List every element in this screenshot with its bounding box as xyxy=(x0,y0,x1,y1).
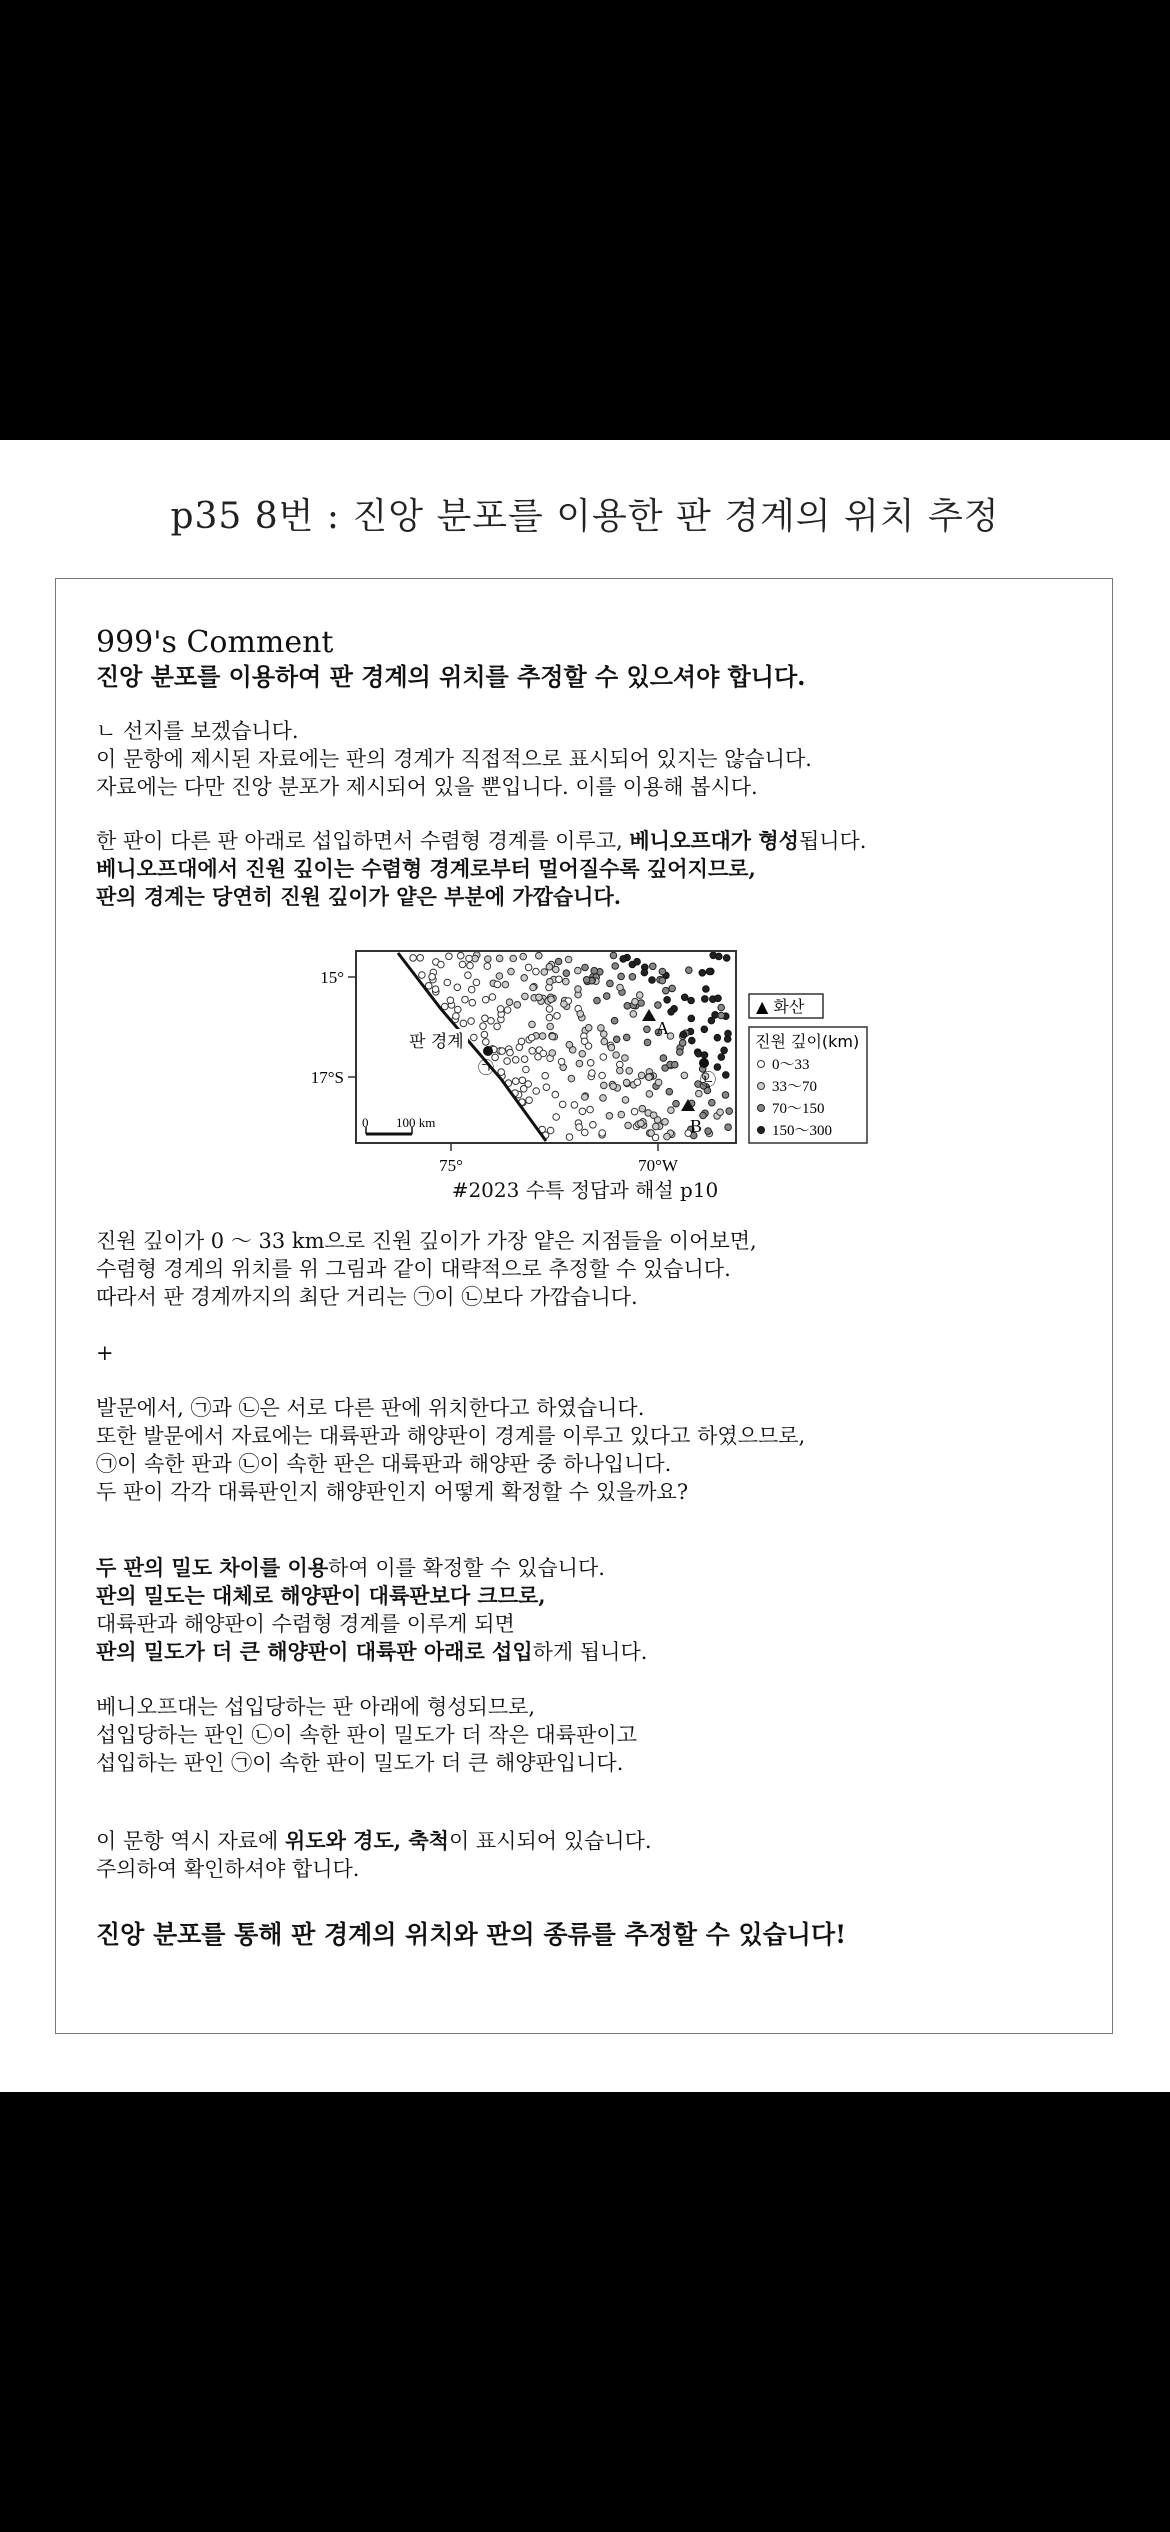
earthquake-map-figure xyxy=(256,949,876,1189)
lon-label-75: 75° xyxy=(439,1156,463,1175)
p5-text-c: 판의 밀도가 더 큰 해양판이 대륙판 아래로 섭입 xyxy=(96,1639,533,1664)
p4-line-4: 두 판이 각각 대륙판인지 해양판인지 어떻게 확정할 수 있을까요? xyxy=(96,1480,689,1504)
p7-text-a: 이 문항 역시 자료에 xyxy=(96,1829,285,1853)
lon-label-70: 70°W xyxy=(638,1156,678,1175)
p5-text-d: 하게 됩니다. xyxy=(532,1640,648,1664)
p3-line-3: 따라서 판 경계까지의 최단 거리는 ㉠이 ㉡보다 가깝습니다. xyxy=(96,1285,638,1309)
p5-text-a: 두 판의 밀도 차이를 이용 xyxy=(96,1555,329,1580)
legend-marker-0 xyxy=(758,1061,765,1068)
p5-line-1 xyxy=(96,1554,605,1582)
p1-line-1: ㄴ 선지를 보겠습니다. xyxy=(96,719,299,743)
p2-text-c: 됩니다. xyxy=(798,829,867,853)
p2-text-b: 베니오프대가 형성 xyxy=(629,828,799,853)
comment-box xyxy=(55,578,1113,2034)
p2-line-2: 베니오프대에서 진원 깊이는 수렴형 경계로부터 멀어질수록 깊어지므로, xyxy=(96,856,756,881)
point-2 xyxy=(699,1058,709,1068)
p4-line-2: 또한 발문에서 자료에는 대륙판과 해양판이 경계를 이루고 있다고 하였으므로, xyxy=(96,1424,806,1448)
legend-depth-title: 진원 깊이(km) xyxy=(755,1032,860,1051)
p4-line-1: 발문에서, ㉠과 ㉡은 서로 다른 판에 위치한다고 하였습니다. xyxy=(96,1396,645,1420)
p5-line-2: 판의 밀도는 대체로 해양판이 대륙판보다 크므로, xyxy=(96,1583,546,1608)
legend-label-2: 70～150 xyxy=(772,1101,825,1117)
p2-text-a: 한 판이 다른 판 아래로 섭입하면서 수렴형 경계를 이루고, xyxy=(96,829,630,853)
p6-line-3: 섭입하는 판인 ㉠이 속한 판이 밀도가 더 큰 해양판입니다. xyxy=(96,1751,624,1775)
point-1-label: ㉠ xyxy=(477,1060,495,1077)
p6-line-1: 베니오프대는 섭입당하는 판 아래에 형성되므로, xyxy=(96,1695,536,1719)
figure-caption: #2023 수특 정답과 해설 p10 xyxy=(451,1178,719,1202)
p7-line-2: 주의하여 확인하셔야 합니다. xyxy=(96,1857,360,1881)
comment-subtitle: 진앙 분포를 이용하여 판 경계의 위치를 추정할 수 있으셔야 합니다. xyxy=(96,662,806,691)
legend-marker-1 xyxy=(758,1083,765,1090)
p4-line-3: ㉠이 속한 판과 ㉡이 속한 판은 대륙판과 해양판 중 하나입니다. xyxy=(96,1452,672,1476)
plus-sign: + xyxy=(96,1341,114,1365)
p5-line-4 xyxy=(96,1638,647,1666)
legend-label-0: 0～33 xyxy=(772,1057,810,1073)
comment-title: 999's Comment xyxy=(96,625,334,660)
legend-marker-2 xyxy=(758,1105,765,1112)
legend-label-1: 33～70 xyxy=(772,1079,818,1095)
p6-line-2: 섭입당하는 판인 ㉡이 속한 판이 밀도가 더 작은 대륙판이고 xyxy=(96,1723,637,1747)
p3-line-2: 수렴형 경계의 위치를 위 그림과 같이 대략적으로 추정할 수 있습니다. xyxy=(96,1257,731,1281)
p2-line-3: 판의 경계는 당연히 진원 깊이가 얕은 부분에 가깝습니다. xyxy=(96,884,622,909)
legend-volcano-label: ▲ 화산 xyxy=(756,997,805,1016)
final-statement: 진앙 분포를 통해 판 경계의 위치와 판의 종류를 추정할 수 있습니다! xyxy=(96,1920,847,1949)
point-a-label: A xyxy=(656,1018,669,1038)
p5-line-3: 대륙판과 해양판이 수렴형 경계를 이루게 되면 xyxy=(96,1612,515,1636)
point-b-label: B xyxy=(690,1116,703,1136)
p7-line-1 xyxy=(96,1827,652,1855)
plate-boundary-label: 판 경계 xyxy=(409,1032,464,1052)
p7-text-c: 이 표시되어 있습니다. xyxy=(448,1829,652,1853)
page-title: p35 8번 : 진앙 분포를 이용한 판 경계의 위치 추정 xyxy=(170,496,1000,537)
point-2-label: ㉡ xyxy=(699,1072,717,1089)
p5-text-b: 하여 이를 확정할 수 있습니다. xyxy=(328,1556,605,1580)
volcano-a-icon xyxy=(642,1009,656,1021)
p2-line-1 xyxy=(96,827,867,855)
lat-label-17: 17°S xyxy=(310,1068,344,1087)
point-1 xyxy=(483,1046,493,1056)
scale-km-label: 100 km xyxy=(396,1115,436,1130)
scale-zero: 0 xyxy=(362,1115,369,1130)
document-page xyxy=(0,440,1170,2092)
legend-marker-3 xyxy=(758,1127,765,1134)
p7-text-b: 위도와 경도, 축척 xyxy=(285,1828,449,1853)
p3-line-1: 진원 깊이가 0 ～ 33 km으로 진원 깊이가 가장 얕은 지점들을 이어보면, xyxy=(96,1229,757,1253)
p1-line-3: 자료에는 다만 진앙 분포가 제시되어 있을 뿐입니다. 이를 이용해 봅시다. xyxy=(96,775,758,799)
legend-label-3: 150～300 xyxy=(772,1123,833,1139)
lat-label-15: 15° xyxy=(320,968,344,987)
p1-line-2: 이 문항에 제시된 자료에는 판의 경계가 직접적으로 표시되어 있지는 않습니다. xyxy=(96,747,812,771)
